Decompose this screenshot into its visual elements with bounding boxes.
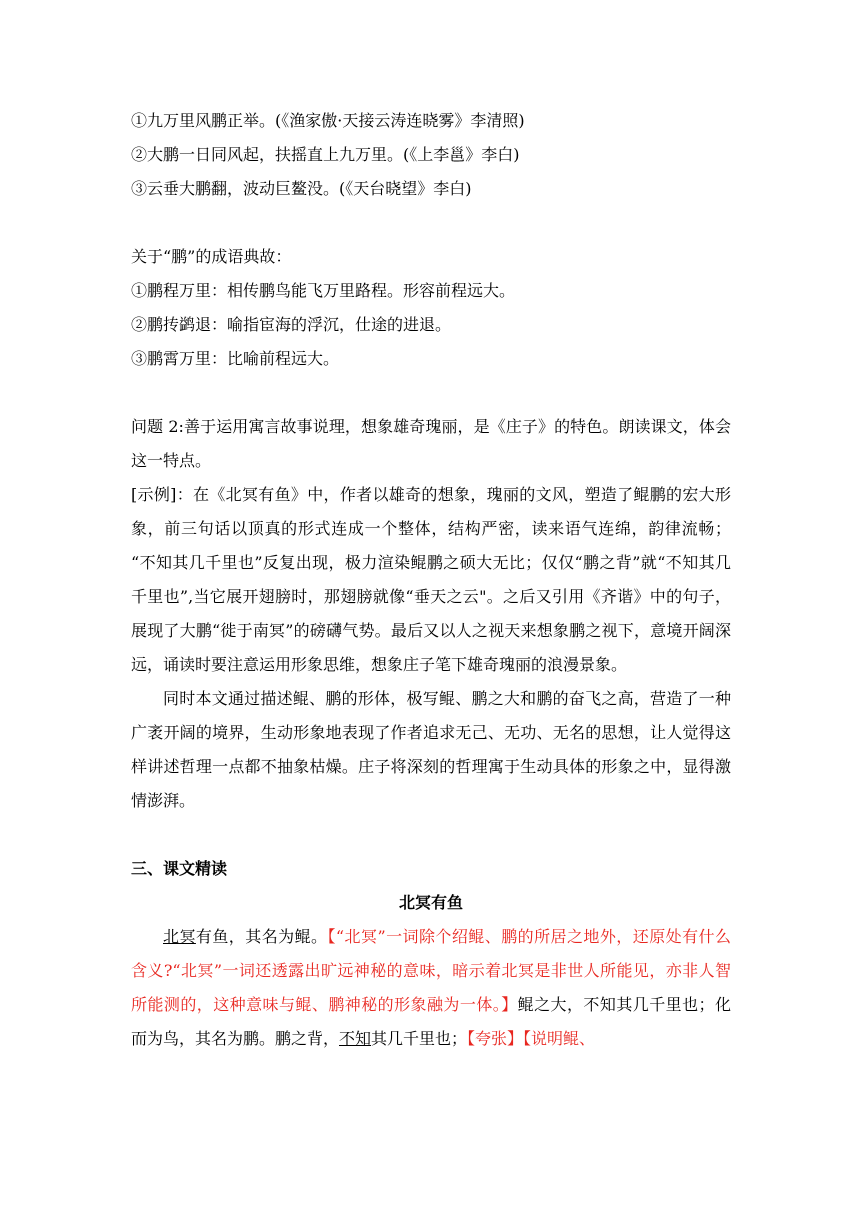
poem-line-3: ③云垂大鹏翻，波动巨鳌没。(《天台晓望》李白): [131, 179, 472, 198]
idiom-item-1: ①鹏程万里：相传鹏鸟能飞万里路程。形容前程远大。: [131, 281, 516, 300]
text-segment: 其几千里也；: [371, 1029, 468, 1048]
text-segment: 有鱼，其名为鲲。: [195, 927, 328, 946]
text-title: 北冥有鱼: [398, 893, 463, 912]
example-answer: [示例]：在《北冥有鱼》中，作者以雄奇的想象，瑰丽的文风，塑造了鲲鹏的宏大形象，前三句话以顶真的形式连成一个整体，结构严密，读来语气连绵，韵律流畅； “不知其几千里也”反复出现，极力渲染鲲鹏之硕大无比；仅仅“鹏之背”就“不知其几千里也”,当它展开翅膀时，那翅膀就像“垂天之云"。之后又引用《齐谐》中的句子，展现了大鹏“徙于南冥”的磅礴气势。最后又以人之视天来想象鹏之视下，意境开阔深远，诵读时要注意运用形象思维，想象庄子笔下雄奇瑰丽的浪漫景象。: [131, 485, 731, 674]
spacer: [131, 206, 731, 240]
underlined-term-beiming: 北冥: [163, 927, 196, 946]
text-segment: 鲲之大，不知其几千里也；化而为鸟，其名为鹏。鹏之背，: [131, 995, 731, 1048]
poem-line-1: ①九万里风鹏正举。(《渔家傲·天接云涛连晓雾》李清照): [131, 111, 525, 130]
poem-line-2: ②大鹏一日同风起，扶摇直上九万里。(《上李邕》李白): [131, 145, 520, 164]
section-heading: 三、课文精读: [131, 859, 228, 878]
annotation: 【“北冥”一词除个绍鲲、鹏的所居之地外，还原处有什么含义?“北冥”一词还透露出旷远神秘的意味，暗示着北冥是非世人所能见，亦非人智所能测的，这种意味与鲲、鹏神秘的形象融为一体。】: [131, 927, 731, 1014]
idioms-title: 关于“鹏”的成语典故：: [131, 247, 292, 266]
underlined-term-buzhi: 不知: [339, 1029, 372, 1048]
analysis-paragraph: 同时本文通过描述鲲、鹏的形体，极写鲲、鹏之大和鹏的奋飞之高，营造了一种广袤开阔的境界，生动形象地表现了作者追求无己、无功、无名的思想，让人觉得这样讲述哲理一点都不抽象枯燥。庄子将深刻的哲理寓于生动具体的形象之中，显得激情澎湃。: [131, 689, 731, 810]
idiom-item-2: ②鹏抟鹢退：喻指宦海的浮沉，仕途的进退。: [131, 315, 452, 334]
annotated-text: [131, 920, 731, 1056]
question-2: 问题 2:善于运用寓言故事说理，想象雄奇瑰丽，是《庄子》的特色。朗读课文，体会这一特点。: [131, 417, 731, 470]
annotation: 【夸张】【说明鲲、: [467, 1029, 596, 1048]
idiom-item-3: ③鹏霄万里：比喻前程远大。: [131, 349, 340, 368]
spacer: [131, 376, 731, 410]
document-body: [131, 104, 731, 1056]
spacer: [131, 818, 731, 852]
